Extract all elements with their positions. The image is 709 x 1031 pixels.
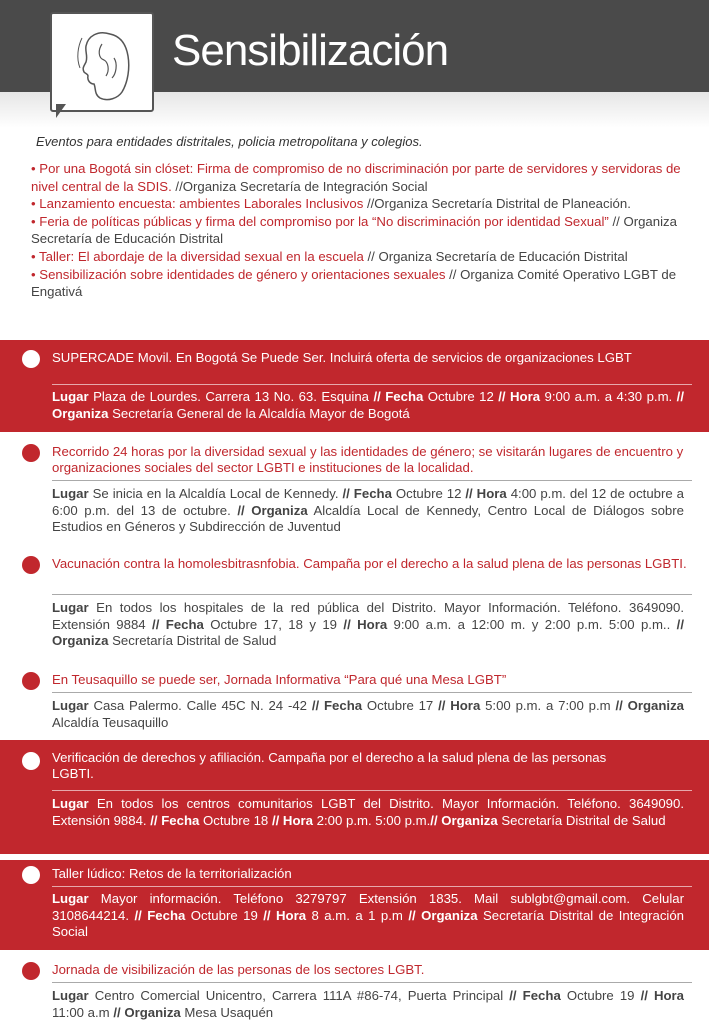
event-card: [0, 740, 709, 854]
event-details: [52, 389, 684, 422]
event-card: [0, 860, 709, 950]
detail-label: // Organiza: [52, 616, 684, 648]
detail-label: // Hora: [438, 698, 481, 713]
detail-label: // Fecha: [311, 698, 363, 713]
detail-value: Mayor información. Teléfono 3279797 Extensión 1835. Mail sublgbt@gmail.com. Celular 3108644214.: [52, 891, 684, 923]
detail-label: // Fecha: [150, 812, 200, 828]
detail-value: 9:00 a.m. a 4:30 p.m.: [540, 389, 677, 404]
detail-label: // Hora: [465, 486, 507, 501]
event-heading: Recorrido 24 horas por la diversidad sexual y las identidades de género; se visitarán lugares de encuentro y organizaciones sociales del sector LGBTI e instituciones de la localidad.: [52, 444, 684, 475]
event-details: [52, 698, 684, 731]
bullet-item: • Por una Bogotá sin clóset: Firma de compromiso de no discriminación por parte de servidores y servidoras de nivel central de la SDIS. //Organiza Secretaría de Integración Social: [31, 161, 681, 194]
bullet-list: [31, 160, 703, 301]
event-details: [52, 600, 684, 650]
detail-label: Lugar: [52, 698, 89, 713]
event-heading: En Teusaquillo se puede ser, Jornada Informativa “Para qué una Mesa LGBT”: [52, 672, 507, 687]
detail-label: // Hora: [263, 907, 307, 923]
event-card: [0, 668, 709, 738]
event-card: [0, 958, 709, 1028]
divider: [52, 790, 692, 791]
detail-value: Alcaldía Teusaquillo: [52, 714, 169, 730]
bullet-dot-icon: [22, 444, 40, 462]
intro-text: Eventos para entidades distritales, policia metropolitana y colegios.: [36, 134, 423, 149]
bullet-dot-icon: [22, 866, 40, 884]
detail-label: // Fecha: [342, 486, 392, 501]
event-heading: Taller lúdico: Retos de la territorialización: [52, 866, 292, 881]
detail-value: 9:00 a.m. a 12:00 m. y 2:00 p.m. 5:00 p.m..: [387, 616, 677, 632]
detail-value: Centro Comercial Unicentro, Carrera 111A #86-74, Puerta Principal: [88, 988, 510, 1003]
detail-value: Mesa Usaquén: [180, 1004, 274, 1020]
divider: [52, 594, 692, 595]
event-details: [52, 988, 684, 1021]
logo-bubble-tail: [56, 104, 66, 118]
detail-value: Secretaría Distrital de Integración Social: [52, 907, 685, 939]
event-card: [0, 552, 709, 662]
bullet-dot-icon: [22, 556, 40, 574]
page-title: Sensibilización: [172, 26, 449, 75]
detail-value: Octubre 18: [199, 812, 272, 828]
event-details: [52, 891, 684, 941]
event-heading: Verificación de derechos y afiliación. Campaña por el derecho a la salud plena de las personas LGBTI.: [52, 750, 607, 781]
detail-label: Lugar: [52, 389, 89, 404]
detail-value: Plaza de Lourdes. Carrera 13 No. 63. Esquina: [88, 389, 374, 404]
detail-label: // Organiza: [430, 812, 498, 828]
event-details: [52, 486, 684, 536]
detail-value: Se inicia en la Alcaldía Local de Kennedy.: [88, 486, 343, 501]
bullet-item: • Sensibilización sobre identidades de género y orientaciones sexuales // Organiza Comité Operativo LGBT de Engativá: [31, 266, 677, 300]
detail-value: 11:00 a.m: [52, 1004, 114, 1020]
detail-value: 2:00 p.m. 5:00 p.m.: [312, 812, 431, 828]
detail-label: Lugar: [52, 486, 89, 501]
detail-label: // Fecha: [134, 907, 186, 923]
detail-label: // Organiza: [615, 698, 684, 713]
event-heading: Jornada de visibilización de las personas de los sectores LGBT.: [52, 962, 425, 977]
detail-label: // Fecha: [152, 616, 204, 632]
detail-label: Lugar: [52, 988, 89, 1003]
face-profile-icon: [52, 14, 152, 110]
detail-value: 8 a.m. a 1 p.m: [306, 907, 409, 923]
detail-value: Secretaría Distrital de Salud: [497, 812, 666, 828]
bullet-dot-icon: [22, 350, 40, 368]
detail-label: Lugar: [52, 600, 89, 615]
detail-value: Alcaldía Local de Kennedy, Centro Local de Diálogos sobre Estudios en Géneros y Subdirección de Juventud: [52, 502, 684, 534]
bullet-item: • Lanzamiento encuesta: ambientes Laborales Inclusivos //Organiza Secretaría Distrital de Planeación.: [31, 196, 631, 212]
divider: [52, 692, 692, 693]
detail-value: Casa Palermo. Calle 45C N. 24 -42: [88, 698, 312, 713]
bullet-dot-icon: [22, 752, 40, 770]
detail-label: Lugar: [52, 796, 89, 811]
bullet-dot-icon: [22, 672, 40, 690]
detail-value: Octubre 17, 18 y 19: [203, 616, 344, 632]
detail-label: // Hora: [271, 812, 313, 828]
bullet-dot-icon: [22, 962, 40, 980]
detail-value: Octubre 19: [185, 907, 264, 923]
detail-label: // Organiza: [52, 389, 684, 421]
logo-speech-bubble: [50, 12, 154, 112]
divider: [52, 480, 692, 481]
bullet-item: • Taller: El abordaje de la diversidad sexual en la escuela // Organiza Secretaría de Educación Distrital: [31, 248, 628, 264]
detail-value: Octubre 19: [560, 988, 641, 1003]
detail-label: // Organiza: [237, 502, 308, 518]
event-heading: Vacunación contra la homolesbitrasnfobia. Campaña por el derecho a la salud plena de las personas LGBTI.: [52, 556, 687, 571]
detail-label: // Organiza: [113, 1004, 181, 1020]
detail-value: 4:00 p.m. del 12 de octubre a 6:00 p.m. del 13 de octubre.: [52, 486, 685, 518]
event-card: [0, 340, 709, 432]
detail-label: // Hora: [640, 988, 685, 1003]
detail-value: 5:00 p.m. a 7:00 p.m: [480, 698, 616, 713]
detail-value: En todos los centros comunitarios LGBT del Distrito. Mayor Información. Teléfono. 3649090. Extensión 9884.: [52, 796, 684, 828]
detail-label: // Fecha: [373, 389, 424, 404]
detail-value: Secretaría General de la Alcaldía Mayor de Bogotá: [108, 405, 410, 421]
detail-label: // Fecha: [509, 988, 561, 1003]
detail-value: Secretaría Distrital de Salud: [108, 633, 277, 648]
event-details: [52, 796, 684, 829]
event-heading: SUPERCADE Movil. En Bogotá Se Puede Ser. Incluirá oferta de servicios de organizaciones LGBT: [52, 350, 632, 365]
detail-label: Lugar: [52, 891, 89, 906]
detail-label: // Hora: [498, 389, 541, 404]
detail-value: Octubre 12: [391, 486, 466, 501]
detail-label: // Hora: [343, 616, 388, 632]
divider: [52, 384, 692, 385]
detail-value: Octubre 12: [423, 389, 499, 404]
detail-value: Octubre 17: [362, 698, 439, 713]
divider: [52, 886, 692, 887]
event-card: [0, 438, 709, 550]
detail-label: // Organiza: [408, 907, 478, 923]
bullet-item: • Feria de políticas públicas y firma del compromiso por la “No discriminación por identidad Sexual” // Organiza Secretaría de Educación Distrital: [31, 213, 677, 247]
detail-value: En todos los hospitales de la red pública del Distrito. Mayor Información. Teléfono. 3649090. Extensión 9884: [52, 600, 684, 632]
divider: [52, 982, 692, 983]
